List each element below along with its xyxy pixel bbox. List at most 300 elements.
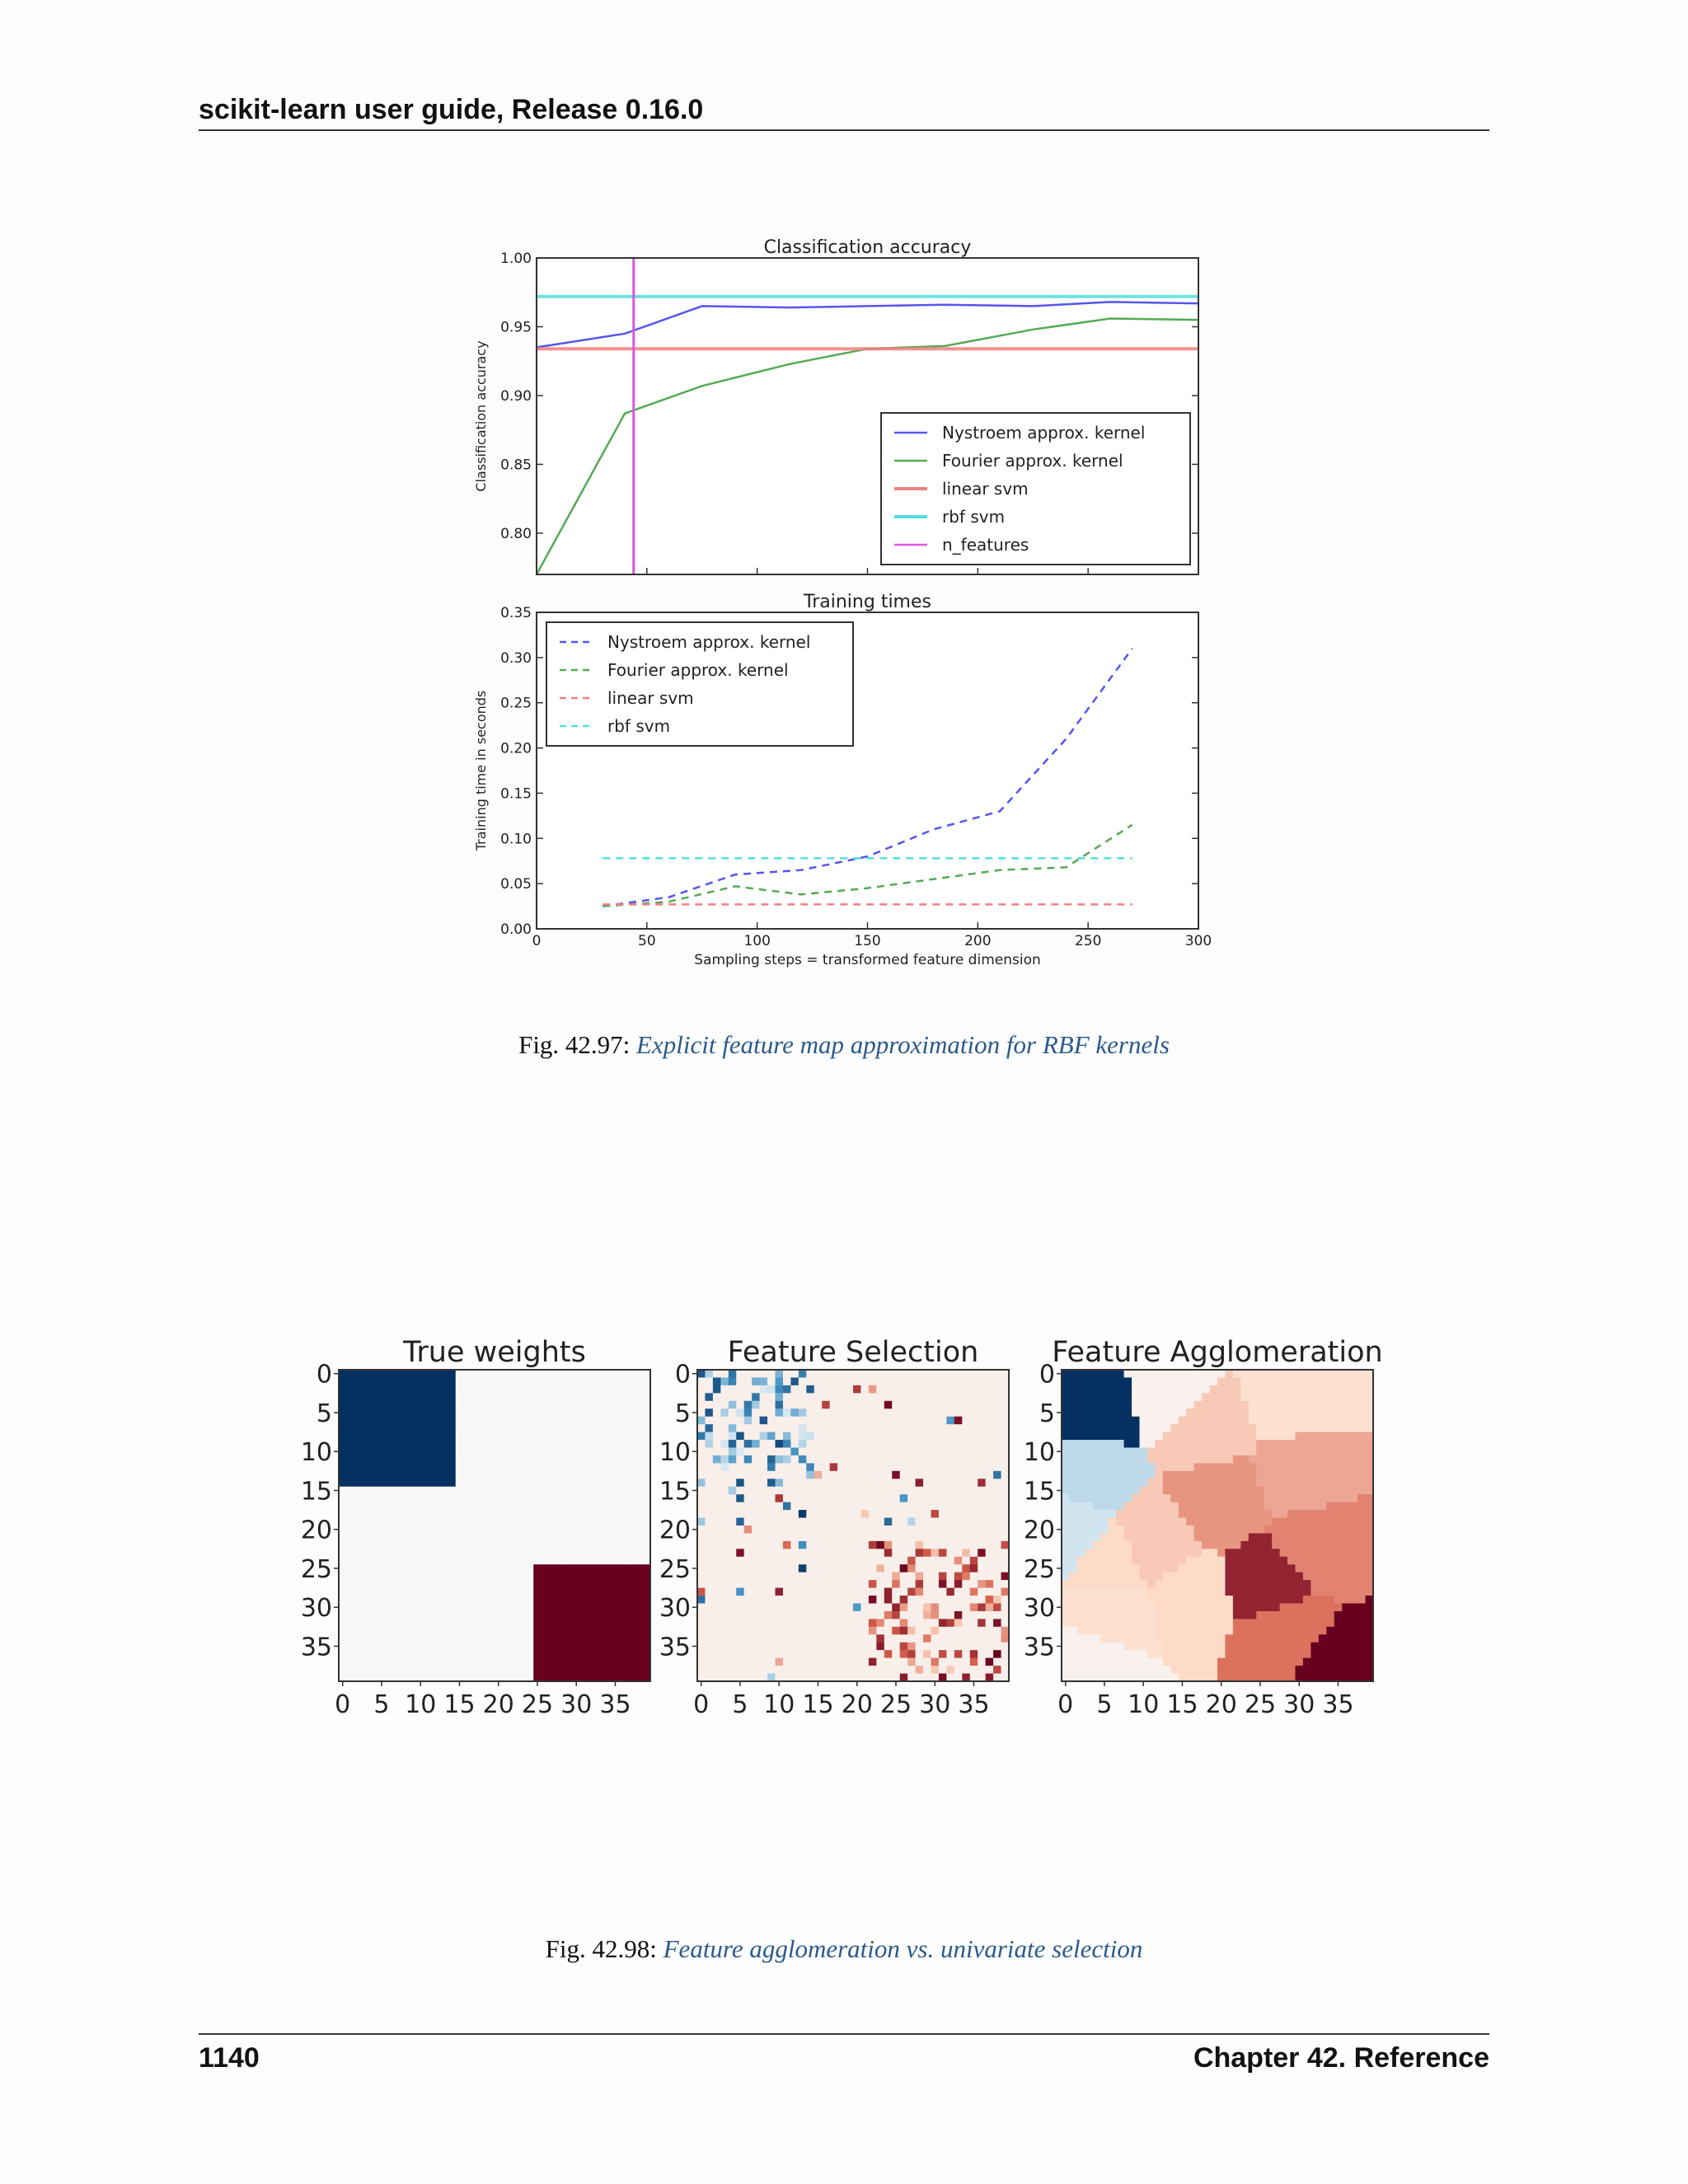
heatmap-cell [346,1385,354,1394]
heatmap-cell [557,1424,565,1432]
heatmap-cell [565,1494,573,1502]
heatmap-cell [612,1424,620,1432]
heatmap-cell [939,1627,947,1635]
heatmap-cell [1085,1572,1093,1581]
heatmap-cell [1093,1440,1101,1448]
heatmap-cell [440,1471,448,1479]
heatmap-cell [1233,1463,1241,1471]
heatmap-cell [1100,1471,1109,1479]
heatmap-cell [806,1557,814,1565]
heatmap-cell [790,1572,799,1581]
heatmap-cell [1124,1634,1132,1643]
heatmap-cell [916,1432,924,1441]
heatmap-cell [1194,1502,1203,1511]
heatmap-cell [1342,1541,1350,1549]
heatmap-cell [635,1487,643,1495]
heatmap-cell [495,1417,503,1425]
heatmap-cell [518,1526,526,1534]
heatmap-cell [339,1580,347,1588]
heatmap-cell [993,1533,1001,1541]
heatmap-cell [900,1408,908,1417]
heatmap-cell [1124,1533,1132,1541]
heatmap-cell [884,1432,893,1441]
heatmap-cell [1124,1432,1132,1441]
heatmap-cell [744,1596,753,1604]
heatmap-cell [1240,1479,1249,1487]
heatmap-cell [884,1580,893,1588]
heatmap-cell [448,1502,456,1511]
heatmap-cell [1217,1510,1226,1518]
x-tick-label: 300 [1184,933,1212,949]
heatmap-cell [386,1401,394,1409]
heatmap-cell [1186,1564,1194,1572]
heatmap-cell [1303,1533,1311,1541]
heatmap-cell [635,1471,643,1479]
heatmap-cell [603,1549,612,1557]
heatmap-cell [1225,1510,1233,1518]
heatmap-cell [1334,1619,1343,1627]
heatmap-cell [1116,1557,1124,1565]
heatmap-cell [409,1440,417,1448]
heatmap-cell [954,1564,963,1572]
heatmap-cell [1186,1432,1194,1441]
heatmap-cell [970,1627,978,1635]
heatmap-cell [978,1471,986,1479]
heatmap-cell [1116,1455,1124,1464]
heatmap-cell [1202,1526,1210,1534]
heatmap-cell [884,1541,893,1549]
heatmap-cell [1069,1643,1077,1651]
heatmap-cell [986,1658,994,1666]
heatmap-cell [752,1604,760,1612]
heatmap-cell [573,1611,581,1619]
heatmap-cell [362,1533,370,1541]
heatmap-cell [549,1479,557,1487]
heatmap-cell [1085,1385,1093,1394]
heatmap-cell [377,1471,386,1479]
heatmap-cell [510,1370,518,1378]
heatmap-cell [603,1588,612,1596]
heatmap-cell [526,1463,534,1471]
heatmap-cell [409,1526,417,1534]
heatmap-cell [1249,1424,1257,1432]
heatmap-cell [860,1604,869,1612]
heatmap-cell [533,1455,542,1464]
heatmap-cell [1085,1502,1093,1511]
heatmap-cell [1155,1510,1163,1518]
heatmap-cell [713,1588,721,1596]
heatmap-cell [1124,1580,1132,1588]
figure-link-1[interactable]: Explicit feature map approximation for RBF kernels [636,1030,1170,1059]
heatmap-cell [954,1455,963,1464]
heatmap-cell [354,1377,363,1385]
heatmap-cell [1256,1455,1264,1464]
heatmap-cell [393,1541,401,1549]
heatmap-cell [1256,1658,1264,1666]
heatmap-cell [479,1385,487,1394]
heatmap-cell [1132,1401,1140,1409]
heatmap-cell [978,1377,986,1385]
heatmap-cell [1280,1557,1288,1565]
heatmap-cell [339,1510,347,1518]
heatmap-cell [401,1479,410,1487]
heatmap-cell [1132,1463,1140,1471]
heatmap-cell [1077,1448,1085,1456]
heatmap-cell [479,1487,487,1495]
heatmap-cell [456,1666,464,1674]
heatmap-cell [978,1580,986,1588]
heatmap-cell [635,1627,643,1635]
heatmap-cell [713,1557,721,1565]
heatmap-cell [713,1487,721,1495]
heatmap-cell [386,1541,394,1549]
heatmap-cell [931,1572,940,1581]
heatmap-cell [837,1666,846,1674]
heatmap-cell [580,1440,588,1448]
heatmap-cell [853,1385,861,1394]
heatmap-cell [946,1408,954,1417]
heatmap-cell [487,1564,495,1572]
heatmap-cell [1264,1572,1273,1581]
heatmap-cell [892,1510,900,1518]
heatmap-cell [806,1448,814,1456]
heatmap-cell [1202,1572,1210,1581]
heatmap-cell [495,1658,503,1666]
heatmap-cell [448,1479,456,1487]
heatmap-cell [596,1627,604,1635]
heatmap-cell [1264,1518,1273,1526]
heatmap-cell [1100,1463,1109,1471]
heatmap-cell [900,1510,908,1518]
heatmap-cell [1240,1627,1249,1635]
heatmap-cell [993,1518,1001,1526]
heatmap-cell [1163,1370,1171,1378]
heatmap-cell [1311,1401,1319,1409]
heatmap-cell [1100,1634,1109,1643]
heatmap-cell [830,1619,838,1627]
heatmap-cell [1225,1557,1233,1565]
heatmap-cell [697,1541,706,1549]
heatmap-cell [776,1533,784,1541]
heatmap-cell [954,1557,963,1565]
heatmap-cell [1350,1471,1358,1479]
heatmap-cell [549,1666,557,1674]
heatmap-cell [526,1502,534,1511]
heatmap-cell [1085,1393,1093,1401]
heatmap-cell [1100,1611,1109,1619]
heatmap-cell [627,1611,635,1619]
heatmap-cell [1319,1526,1327,1534]
heatmap-cell [752,1408,760,1417]
heatmap-cell [549,1440,557,1448]
heatmap-cell [1319,1393,1327,1401]
x-tick-label: 0 [532,933,542,949]
heatmap-cell [752,1643,760,1651]
heatmap-cell [860,1370,869,1378]
heatmap-cell [487,1666,495,1674]
heatmap-cell [1342,1557,1350,1565]
heatmap-cell [916,1643,924,1651]
heatmap-cell [767,1401,776,1409]
heatmap-cell [1147,1370,1156,1378]
heatmap-cell [697,1627,706,1635]
heatmap-cell [939,1634,947,1643]
heatmap-cell [386,1526,394,1534]
heatmap-cell [799,1650,807,1658]
heatmap-cell [1357,1448,1366,1456]
heatmap-cell [993,1471,1001,1479]
heatmap-cell [510,1533,518,1541]
y-tick-label: 0 [1039,1360,1055,1390]
heatmap-cell [596,1643,604,1651]
heatmap-cell [1287,1440,1296,1448]
heatmap-cell [1186,1611,1194,1619]
heatmap-cell [612,1440,620,1448]
heatmap-cell [869,1557,877,1565]
heatmap-cell [752,1440,760,1448]
heatmap-cell [463,1510,471,1518]
heatmap-cell [860,1377,869,1385]
heatmap-cell [448,1627,456,1635]
heatmap-cell [1311,1564,1319,1572]
heatmap-cell [900,1455,908,1464]
heatmap-cell [931,1604,940,1612]
heatmap-cell [884,1619,893,1627]
heatmap-cell [790,1463,799,1471]
heatmap-cell [1272,1611,1280,1619]
heatmap-cell [565,1463,573,1471]
heatmap-cell [354,1479,363,1487]
heatmap-cell [339,1487,347,1495]
heatmap-cell [1334,1666,1343,1674]
heatmap-cell [923,1471,931,1479]
heatmap-cell [1085,1417,1093,1425]
heatmap-cell [892,1424,900,1432]
heatmap-cell [837,1627,846,1635]
heatmap-cell [1225,1658,1233,1666]
heatmap-cell [542,1455,550,1464]
heatmap-cell [846,1541,854,1549]
heatmap-cell [830,1401,838,1409]
heatmap-cell [393,1440,401,1448]
heatmap-cell [588,1479,596,1487]
heatmap-cell [799,1596,807,1604]
heatmap-cell [1163,1393,1171,1401]
heatmap-cell [1303,1650,1311,1658]
heatmap-cell [1132,1385,1140,1394]
heatmap-cell [542,1463,550,1471]
heatmap-cell [697,1432,706,1441]
heatmap-cell [1249,1494,1257,1502]
heatmap-cell [1334,1518,1343,1526]
heatmap-cell [1210,1518,1218,1526]
heatmap-cell [533,1557,542,1565]
heatmap-cell [916,1424,924,1432]
heatmap-cell [1132,1541,1140,1549]
heatmap-cell [900,1440,908,1448]
heatmap-cell [1077,1440,1085,1448]
heatmap-cell [588,1596,596,1604]
heatmap-cell [1264,1440,1273,1448]
heatmap-cell [565,1627,573,1635]
heatmap-cell [869,1526,877,1534]
heatmap-cell [954,1619,963,1627]
heatmap-cell [923,1401,931,1409]
heatmap-cell [1163,1526,1171,1534]
heatmap-cell [1062,1557,1070,1565]
heatmap-cell [479,1627,487,1635]
heatmap-cell [946,1518,954,1526]
heatmap-cell [1296,1393,1304,1401]
heatmap-cell [822,1658,830,1666]
heatmap-cell [479,1666,487,1674]
heatmap-cell [456,1627,464,1635]
heatmap-cell [1303,1549,1311,1557]
heatmap-cell [1233,1417,1241,1425]
heatmap-cell [1240,1502,1249,1511]
heatmap-cell [487,1557,495,1565]
heatmap-cell [510,1424,518,1432]
heatmap-cell [892,1596,900,1604]
heatmap-cell [1225,1479,1233,1487]
heatmap-cell [892,1487,900,1495]
heatmap-cell [876,1424,884,1432]
heatmap-cell [939,1408,947,1417]
heatmap-cell [916,1401,924,1409]
heatmap-cell [448,1564,456,1572]
heatmap-cell [837,1471,846,1479]
heatmap-cell [1240,1471,1249,1479]
heatmap-cell [557,1502,565,1511]
heatmap-cell [479,1604,487,1612]
heatmap-cell [1249,1448,1257,1456]
heatmap-cell [1093,1549,1101,1557]
heatmap-cell [362,1417,370,1425]
heatmap-cell [542,1487,550,1495]
heatmap-cell [853,1401,861,1409]
heatmap-cell [814,1455,823,1464]
heatmap-cell [1109,1541,1117,1549]
heatmap-cell [1264,1448,1273,1456]
heatmap-cell [596,1634,604,1643]
heatmap-cell [533,1417,542,1425]
heatmap-cell [1109,1417,1117,1425]
heatmap-cell [1194,1494,1203,1502]
heatmap-cell [588,1448,596,1456]
heatmap-cell [1147,1393,1156,1401]
heatmap-cell [697,1502,706,1511]
heatmap-cell [1249,1619,1257,1627]
heatmap-cell [456,1370,464,1378]
heatmap-cell [432,1455,440,1464]
heatmap-cell [884,1604,893,1612]
heatmap-cell [1132,1650,1140,1658]
heatmap-cell [783,1370,791,1378]
heatmap-cell [892,1408,900,1417]
heatmap-cell [799,1604,807,1612]
heatmap-cell [1342,1666,1350,1674]
heatmap-cell [1225,1377,1233,1385]
heatmap-cell [1350,1549,1358,1557]
heatmap-cell [542,1502,550,1511]
heatmap-cell [1124,1604,1132,1612]
heatmap-cell [814,1510,823,1518]
heatmap-cell [479,1448,487,1456]
heatmap-cell [1202,1650,1210,1658]
heatmap-cell [1155,1526,1163,1534]
heatmap-cell [1062,1541,1070,1549]
heatmap-cell [814,1393,823,1401]
heatmap-cell [907,1455,916,1464]
heatmap-cell [892,1401,900,1409]
heatmap-cell [1202,1401,1210,1409]
heatmap-cell [393,1518,401,1526]
heatmap-cell [456,1619,464,1627]
heatmap-cell [760,1471,768,1479]
heatmap-cell [1132,1377,1140,1385]
heatmap-cell [339,1518,347,1526]
heatmap-cell [1186,1393,1194,1401]
heatmap-cell [370,1526,378,1534]
heatmap-cell [744,1526,753,1534]
heatmap-cell [495,1557,503,1565]
heatmap-cell [767,1596,776,1604]
heatmap-cell [1326,1417,1334,1425]
heatmap-cell [1194,1533,1203,1541]
heatmap-cell [1085,1440,1093,1448]
heatmap-cell [907,1510,916,1518]
heatmap-cell [1249,1510,1257,1518]
heatmap-cell [417,1432,425,1441]
heatmap-cell [565,1619,573,1627]
x-tick-label: 50 [638,933,656,949]
heatmap-cell [954,1417,963,1425]
heatmap-cell [846,1401,854,1409]
heatmap-cell [1287,1557,1296,1565]
heatmap-cell [354,1533,363,1541]
heatmap-cell [401,1417,410,1425]
heatmap-cell [1155,1611,1163,1619]
heatmap-cell [1132,1370,1140,1378]
heatmap-cell [1140,1440,1148,1448]
heatmap-cell [377,1643,386,1651]
heatmap-cell [1296,1588,1304,1596]
heatmap-cell [1233,1518,1241,1526]
heatmap-cell [1077,1385,1085,1394]
heatmap-cell [1225,1494,1233,1502]
heatmap-cell [1170,1564,1179,1572]
heatmap-cell [1069,1619,1077,1627]
heatmap-cell [362,1432,370,1441]
heatmap-cell [1179,1479,1187,1487]
heatmap-cell [502,1634,510,1643]
heatmap-cell [1256,1572,1264,1581]
heatmap-cell [1202,1604,1210,1612]
heatmap-cell [1319,1401,1327,1409]
heatmap-cell [635,1650,643,1658]
heatmap-cell [720,1611,729,1619]
heatmap-cell [1077,1604,1085,1612]
heatmap-cell [1319,1448,1327,1456]
heatmap-cell [736,1533,744,1541]
heatmap-cell [846,1448,854,1456]
heatmap-cell [619,1650,627,1658]
heatmap-cell [533,1634,542,1643]
heatmap-cell [1170,1487,1179,1495]
heatmap-cell [346,1494,354,1502]
heatmap-cell [1342,1494,1350,1502]
heatmap-cell [993,1487,1001,1495]
